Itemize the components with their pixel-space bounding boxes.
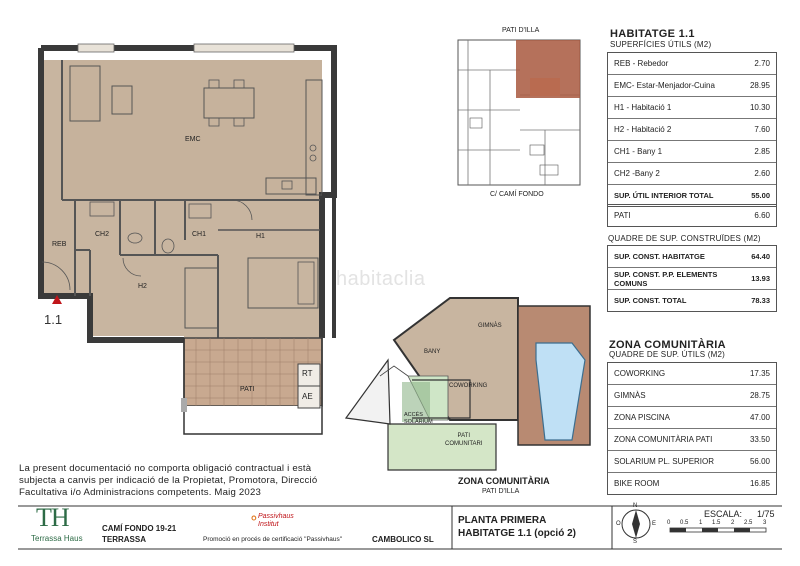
key-plan-top-label: PATI D'ILLA	[502, 27, 540, 34]
compass-icon	[622, 510, 650, 538]
plan-title: PLANTA PRIMERA	[458, 515, 547, 526]
table-row-total: SUP. CONST. TOTAL 78.33	[614, 296, 770, 305]
room-label-ch2: CH2	[95, 231, 110, 238]
pati-table	[607, 204, 777, 227]
table-row: CH2 -Bany 2 2.60	[608, 163, 776, 185]
scale-tick: 1	[699, 520, 703, 526]
key-plan	[458, 40, 580, 185]
scale-tick: 1.5	[712, 520, 721, 526]
address-line1: CAMÍ FONDO 19-21	[102, 524, 177, 533]
community-label-gimnas: GIMNÀS	[478, 323, 502, 329]
room-label-h2: H2	[138, 283, 147, 290]
scale-label: ESCALA:	[704, 509, 743, 519]
scale-tick: 2.5	[744, 520, 753, 526]
habitatge-table	[607, 52, 777, 207]
community-label-coworking: COWORKING	[449, 383, 488, 389]
community-plan-title: ZONA COMUNITÀRIA	[458, 476, 550, 486]
scale-tick: 2	[731, 520, 735, 526]
plan-subtitle: HABITATGE 1.1 (opció 2)	[458, 528, 576, 539]
table-row: REB - Rebedor 2.70	[608, 53, 776, 75]
table-row: EMC- Estar-Menjador-Cuina 28.95	[608, 75, 776, 97]
construides-subtitle: QUADRE DE SUP. CONSTRUÏDES (M2)	[608, 234, 761, 243]
table-row: GIMNÀS 28.75	[608, 385, 776, 407]
table-row-total: SUP. ÚTIL INTERIOR TOTAL 55.00	[614, 191, 770, 200]
company-name: CAMBOLICO SL	[372, 535, 434, 544]
table-row: CH1 - Bany 1 2.85	[608, 141, 776, 163]
habitatge-title: HABITATGE 1.1	[610, 28, 695, 40]
construides-table	[607, 245, 777, 312]
promo-text: Promoció en procés de certificació "Passivhaus"	[203, 536, 343, 543]
key-plan-bottom-label: C/ CAMÍ FONDO	[490, 191, 544, 198]
compass-o: O	[616, 521, 621, 527]
address-line2: TERRASSA	[102, 535, 147, 544]
community-label-pati-comunitari: PATI COMUNITARI	[445, 433, 483, 447]
entrance-label: 1.1	[44, 312, 63, 327]
room-label-ch1: CH1	[192, 231, 207, 238]
scale-tick: 0	[667, 520, 671, 526]
table-row: COWORKING 17.35	[608, 363, 776, 385]
room-label-rt: RT	[302, 369, 313, 378]
table-row: H1 - Habitació 1 10.30	[608, 97, 776, 119]
disclaimer-text: La present documentació no comporta obligació contractual i està subjecta a canvis per indicació de la Propietat, Promotora, Direcció Facultativa i/o Administracions competents. Maig 2023	[19, 463, 318, 498]
habitatge-subtitle: SUPERFÍCIES ÚTILS (M2)	[610, 40, 712, 49]
comunitaria-title: ZONA COMUNITÀRIA	[609, 339, 726, 351]
table-row: SUP. CONST. HABITATGE 64.40	[608, 246, 776, 268]
room-label-ae: AE	[302, 392, 313, 401]
scale-tick: 0.5	[680, 520, 689, 526]
compass-n: N	[633, 503, 638, 509]
room-label-h1: H1	[256, 233, 265, 240]
passivhaus-line2: Institut	[258, 521, 279, 528]
compass-e: E	[652, 521, 657, 527]
logo-letters: TH	[36, 503, 69, 532]
logo-name: Terrassa Haus	[31, 534, 83, 543]
table-row: ZONA PISCINA 47.00	[608, 407, 776, 429]
room-label-reb: REB	[52, 241, 67, 248]
passivhaus-line1: Passivhaus	[258, 513, 294, 520]
comunitaria-subtitle: QUADRE DE SUP. ÚTILS (M2)	[609, 350, 725, 359]
table-row: SOLARIUM PL. SUPERIOR 56.00	[608, 451, 776, 473]
scale-tick: 3	[763, 520, 767, 526]
community-label-bany: BANY	[424, 349, 441, 355]
scale-value: 1/75	[757, 509, 775, 519]
room-label-emc: EMC	[185, 136, 201, 143]
table-row: SUP. CONST. P.P. ELEMENTS COMUNS 13.93	[608, 268, 776, 290]
comunitaria-table	[607, 362, 777, 495]
apartment-plan	[41, 44, 334, 340]
compass-s: S	[633, 539, 638, 545]
passivhaus-icon: ⚬	[248, 510, 260, 526]
table-row: PATI 6.60	[614, 211, 770, 220]
community-plan-subtitle: PATI D'ILLA	[482, 488, 520, 495]
table-row: H2 - Habitació 2 7.60	[608, 119, 776, 141]
table-row: ZONA COMUNITÀRIA PATI 33.50	[608, 429, 776, 451]
watermark: habitaclia	[336, 268, 426, 290]
table-row: BIKE ROOM 16.85	[614, 479, 770, 488]
community-label-acces-solarium: ACCÉS SOLARIUM	[404, 412, 433, 425]
room-label-pati: PATI	[240, 386, 255, 393]
scale-bar	[670, 528, 766, 532]
